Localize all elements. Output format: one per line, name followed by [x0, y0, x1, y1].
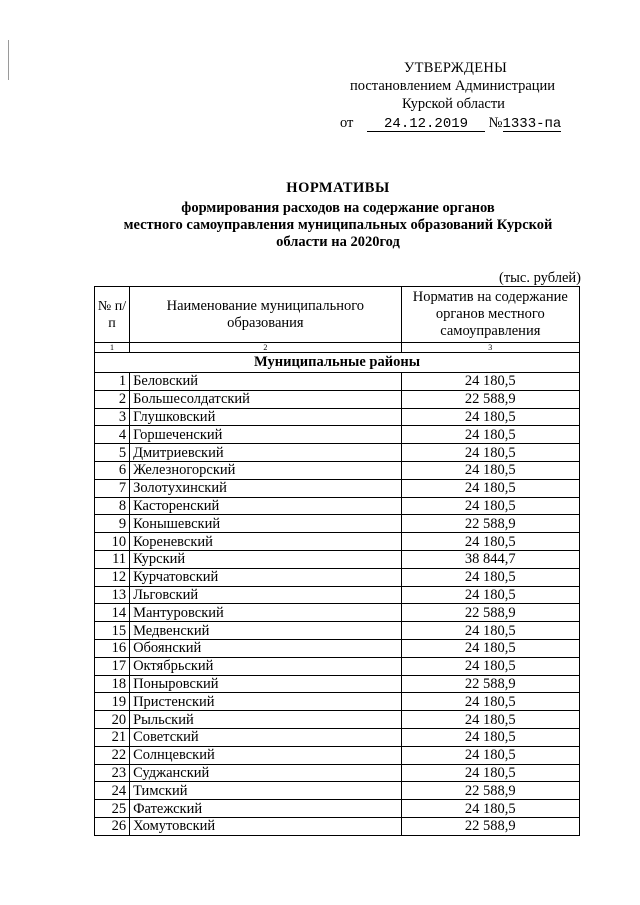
row-norm-value: 24 180,5: [401, 408, 579, 426]
row-municipality: Рыльский: [130, 711, 402, 729]
row-municipality: Тимский: [130, 782, 402, 800]
row-number: 20: [95, 711, 130, 729]
row-municipality: Обоянский: [130, 639, 402, 657]
row-norm-value: 24 180,5: [401, 622, 579, 640]
row-norm-value: 24 180,5: [401, 800, 579, 818]
number-label: №: [488, 115, 503, 131]
row-number: 25: [95, 800, 130, 818]
row-norm-value: 24 180,5: [401, 461, 579, 479]
header-norm: Норматив на содержание органов местного самоуправления: [401, 287, 579, 343]
table-row: [95, 426, 580, 444]
table-row: [95, 817, 580, 835]
header-name: Наименование муниципального образования: [130, 287, 402, 343]
row-municipality: Фатежский: [130, 800, 402, 818]
header-num: № п/п: [95, 287, 130, 343]
row-number: 11: [95, 550, 130, 568]
table-row: [95, 800, 580, 818]
table-row: [95, 568, 580, 586]
row-norm-value: 24 180,5: [401, 568, 579, 586]
row-municipality: Курский: [130, 550, 402, 568]
row-norm-value: 22 588,9: [401, 782, 579, 800]
row-norm-value: 24 180,5: [401, 373, 579, 391]
row-norm-value: 24 180,5: [401, 711, 579, 729]
approval-date-line: [340, 114, 580, 132]
row-number: 3: [95, 408, 130, 426]
table-row: [95, 746, 580, 764]
title-line-3: местного самоуправления муниципальных образований Курской: [123, 217, 553, 233]
row-number: 19: [95, 693, 130, 711]
row-municipality: Поныровский: [130, 675, 402, 693]
table-row: [95, 693, 580, 711]
row-number: 1: [95, 373, 130, 391]
row-number: 13: [95, 586, 130, 604]
row-norm-value: 24 180,5: [401, 426, 579, 444]
row-norm-value: 22 588,9: [401, 390, 579, 408]
column-number: 1: [95, 343, 130, 353]
table-header-row: [95, 287, 580, 343]
row-municipality: Железногорский: [130, 461, 402, 479]
row-municipality: Суджанский: [130, 764, 402, 782]
row-number: 14: [95, 604, 130, 622]
row-norm-value: 24 180,5: [401, 497, 579, 515]
row-number: 5: [95, 444, 130, 462]
row-number: 6: [95, 461, 130, 479]
table-row: [95, 533, 580, 551]
row-municipality: Конышевский: [130, 515, 402, 533]
row-norm-value: 24 180,5: [401, 444, 579, 462]
row-municipality: Касторенский: [130, 497, 402, 515]
table-row: [95, 622, 580, 640]
norms-table: [94, 286, 580, 836]
row-municipality: Мантуровский: [130, 604, 402, 622]
row-municipality: Льговский: [130, 586, 402, 604]
row-municipality: Солнцевский: [130, 746, 402, 764]
row-norm-value: 24 180,5: [401, 728, 579, 746]
table-row: [95, 479, 580, 497]
row-municipality: Советский: [130, 728, 402, 746]
row-number: 17: [95, 657, 130, 675]
table-row: [95, 550, 580, 568]
row-norm-value: 24 180,5: [401, 586, 579, 604]
table-row: [95, 408, 580, 426]
row-norm-value: 24 180,5: [401, 746, 579, 764]
column-number-row: [95, 343, 580, 353]
title-line-4: области на 2020год: [276, 234, 400, 250]
row-number: 8: [95, 497, 130, 515]
row-municipality: Пристенский: [130, 693, 402, 711]
row-norm-value: 24 180,5: [401, 639, 579, 657]
table-row: [95, 782, 580, 800]
row-number: 2: [95, 390, 130, 408]
approval-date: 24.12.2019: [367, 117, 485, 132]
table-row: [95, 373, 580, 391]
approval-region: Курской области: [402, 96, 505, 112]
row-norm-value: 22 588,9: [401, 604, 579, 622]
section-title: Муниципальные районы: [95, 353, 580, 373]
table-row: [95, 675, 580, 693]
row-municipality: Хомутовский: [130, 817, 402, 835]
approval-heading: УТВЕРЖДЕНЫ: [404, 60, 508, 76]
row-norm-value: 22 588,9: [401, 515, 579, 533]
row-municipality: Беловский: [130, 373, 402, 391]
row-municipality: Кореневский: [130, 533, 402, 551]
table-row: [95, 586, 580, 604]
row-norm-value: 38 844,7: [401, 550, 579, 568]
table-row: [95, 461, 580, 479]
row-number: 18: [95, 675, 130, 693]
row-number: 9: [95, 515, 130, 533]
row-number: 26: [95, 817, 130, 835]
column-number: 2: [130, 343, 402, 353]
row-number: 24: [95, 782, 130, 800]
row-municipality: Большесолдатский: [130, 390, 402, 408]
margin-mark: [8, 40, 9, 80]
document-title: [96, 180, 580, 251]
row-norm-value: 22 588,9: [401, 675, 579, 693]
row-number: 7: [95, 479, 130, 497]
row-number: 15: [95, 622, 130, 640]
approval-block: [340, 59, 580, 132]
row-number: 22: [95, 746, 130, 764]
row-municipality: Золотухинский: [130, 479, 402, 497]
row-number: 16: [95, 639, 130, 657]
table-row: [95, 515, 580, 533]
row-norm-value: 24 180,5: [401, 533, 579, 551]
row-number: 10: [95, 533, 130, 551]
row-municipality: Глушковский: [130, 408, 402, 426]
row-number: 12: [95, 568, 130, 586]
row-municipality: Октябрьский: [130, 657, 402, 675]
row-number: 23: [95, 764, 130, 782]
table-row: [95, 657, 580, 675]
row-number: 21: [95, 728, 130, 746]
row-municipality: Дмитриевский: [130, 444, 402, 462]
title-line-2: формирования расходов на содержание органов: [181, 200, 495, 216]
units-label: (тыс. рублей): [499, 270, 581, 286]
row-norm-value: 24 180,5: [401, 479, 579, 497]
row-municipality: Горшеченский: [130, 426, 402, 444]
table-row: [95, 444, 580, 462]
table-row: [95, 639, 580, 657]
row-norm-value: 24 180,5: [401, 764, 579, 782]
row-municipality: Медвенский: [130, 622, 402, 640]
table-row: [95, 711, 580, 729]
row-number: 4: [95, 426, 130, 444]
title-main: НОРМАТИВЫ: [286, 180, 390, 196]
row-norm-value: 24 180,5: [401, 693, 579, 711]
column-number: 3: [401, 343, 579, 353]
row-norm-value: 24 180,5: [401, 657, 579, 675]
from-label: от: [340, 115, 354, 131]
section-row: [95, 353, 580, 373]
table-row: [95, 390, 580, 408]
row-municipality: Курчатовский: [130, 568, 402, 586]
table-row: [95, 497, 580, 515]
table-row: [95, 728, 580, 746]
approval-number: 1333-па: [502, 116, 562, 132]
table-row: [95, 764, 580, 782]
approval-decree: постановлением Администрации: [350, 78, 556, 94]
table-row: [95, 604, 580, 622]
row-norm-value: 22 588,9: [401, 817, 579, 835]
